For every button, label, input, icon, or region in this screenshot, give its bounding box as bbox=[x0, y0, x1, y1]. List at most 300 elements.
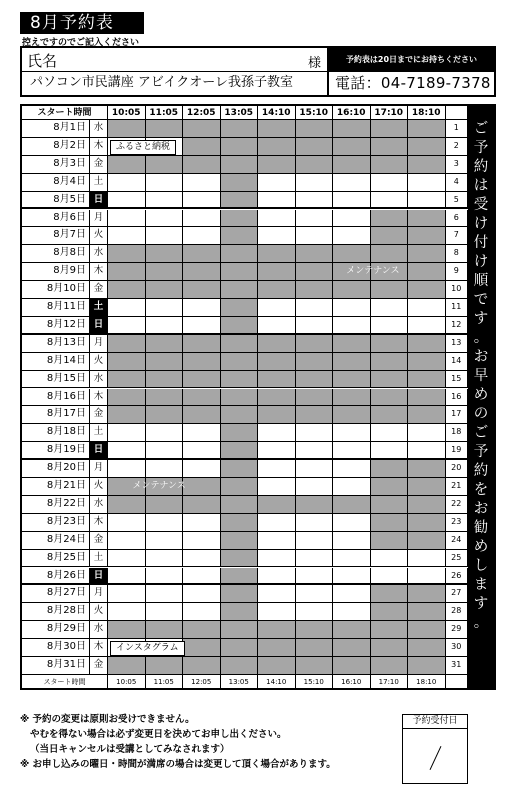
slot-unavailable bbox=[333, 245, 371, 263]
slot-unavailable bbox=[146, 281, 184, 299]
slot-available[interactable] bbox=[296, 514, 334, 532]
row-number: 16 bbox=[446, 389, 469, 407]
honorific: 様 bbox=[307, 56, 321, 71]
time-footer: 10:05 bbox=[108, 675, 146, 690]
slot-unavailable bbox=[221, 263, 259, 281]
slot-available[interactable] bbox=[258, 514, 296, 532]
slot-available[interactable] bbox=[408, 442, 446, 460]
time-footer: 17:10 bbox=[371, 675, 409, 690]
slot-available[interactable] bbox=[146, 317, 184, 335]
slot-available[interactable] bbox=[258, 424, 296, 442]
slot-available[interactable] bbox=[333, 442, 371, 460]
slot-unavailable bbox=[221, 227, 259, 245]
slot-unavailable bbox=[221, 335, 259, 353]
received-date-slash bbox=[430, 746, 442, 770]
slot-available[interactable] bbox=[371, 442, 409, 460]
slot-available[interactable] bbox=[258, 299, 296, 317]
slot-unavailable bbox=[221, 585, 259, 603]
slot-unavailable bbox=[221, 353, 259, 371]
slot-available[interactable] bbox=[108, 603, 146, 621]
weekday-cell: 土 bbox=[90, 424, 108, 442]
slot-unavailable bbox=[146, 245, 184, 263]
slot-available[interactable] bbox=[183, 442, 221, 460]
date-cell: 8月14日 bbox=[22, 353, 90, 371]
slot-available[interactable] bbox=[408, 550, 446, 568]
slot-unavailable bbox=[371, 496, 409, 514]
slot-unavailable bbox=[371, 514, 409, 532]
date-cell: 8月28日 bbox=[22, 603, 90, 621]
slot-available[interactable] bbox=[108, 227, 146, 245]
slot-unavailable bbox=[183, 639, 221, 657]
slot-available[interactable] bbox=[146, 299, 184, 317]
weekday-cell: 金 bbox=[90, 406, 108, 424]
date-cell: 8月24日 bbox=[22, 532, 90, 550]
slot-available[interactable] bbox=[296, 478, 334, 496]
school-name: パソコン市民講座 アビイクオーレ我孫子教室 bbox=[22, 72, 329, 95]
slot-available[interactable] bbox=[333, 585, 371, 603]
slot-available[interactable] bbox=[258, 585, 296, 603]
weekday-cell: 水 bbox=[90, 120, 108, 138]
slot-unavailable bbox=[146, 120, 184, 138]
row-number: 31 bbox=[446, 657, 469, 675]
row-number: 22 bbox=[446, 496, 469, 514]
date-cell: 8月22日 bbox=[22, 496, 90, 514]
slot-available[interactable] bbox=[333, 532, 371, 550]
slot-unavailable bbox=[408, 138, 446, 156]
note-line-1: ※ 予約の変更は原則お受けできません。 bbox=[20, 714, 195, 725]
slot-available[interactable] bbox=[183, 192, 221, 210]
start-time-header: スタート時間 bbox=[22, 106, 108, 120]
slot-unavailable bbox=[296, 621, 334, 639]
name-row bbox=[22, 48, 494, 72]
slot-available[interactable] bbox=[408, 568, 446, 586]
slot-unavailable bbox=[296, 371, 334, 389]
header-box bbox=[20, 46, 496, 97]
name-label: 氏名 bbox=[27, 52, 58, 70]
time-header: 16:10 bbox=[333, 106, 371, 120]
slot-available[interactable] bbox=[296, 299, 334, 317]
slot-unavailable bbox=[296, 138, 334, 156]
weekday-cell: 火 bbox=[90, 353, 108, 371]
slot-unavailable bbox=[221, 120, 259, 138]
side-banner-text: ご 予 約 は 受 け 付 け 順 で す 。 お 早 め の ご 予 約 を お 勧 め し ま す 。 bbox=[473, 121, 489, 631]
date-cell: 8月8日 bbox=[22, 245, 90, 263]
slot-unavailable bbox=[221, 371, 259, 389]
row-number: 4 bbox=[446, 174, 469, 192]
date-cell: 8月27日 bbox=[22, 585, 90, 603]
note-line-2: やむを得ない場合は必ず変更日を決めてお申し出ください。 bbox=[30, 729, 287, 740]
slot-available[interactable] bbox=[296, 460, 334, 478]
slot-available[interactable] bbox=[333, 568, 371, 586]
date-cell: 8月29日 bbox=[22, 621, 90, 639]
row-number: 9 bbox=[446, 263, 469, 281]
row-number: 6 bbox=[446, 210, 469, 228]
slot-unavailable bbox=[371, 389, 409, 407]
slot-available[interactable] bbox=[371, 174, 409, 192]
slot-unavailable bbox=[371, 371, 409, 389]
date-cell: 8月31日 bbox=[22, 657, 90, 675]
slot-available[interactable] bbox=[146, 210, 184, 228]
slot-unavailable bbox=[408, 120, 446, 138]
weekday-cell: 金 bbox=[90, 532, 108, 550]
slot-available[interactable] bbox=[296, 192, 334, 210]
weekday-cell: 水 bbox=[90, 621, 108, 639]
deadline-notice: 予約表は20日までにお持ちください bbox=[329, 48, 494, 71]
slot-available[interactable] bbox=[296, 532, 334, 550]
slot-unavailable bbox=[221, 460, 259, 478]
date-cell: 8月25日 bbox=[22, 550, 90, 568]
time-header: 17:10 bbox=[371, 106, 409, 120]
slot-available[interactable] bbox=[408, 424, 446, 442]
date-cell: 8月7日 bbox=[22, 227, 90, 245]
slot-available[interactable] bbox=[408, 174, 446, 192]
slot-unavailable bbox=[258, 281, 296, 299]
slot-unavailable bbox=[408, 514, 446, 532]
slot-unavailable bbox=[258, 639, 296, 657]
slot-available[interactable] bbox=[146, 424, 184, 442]
slot-available[interactable] bbox=[333, 424, 371, 442]
slot-available[interactable] bbox=[296, 317, 334, 335]
slot-unavailable bbox=[108, 353, 146, 371]
slot-available[interactable] bbox=[108, 192, 146, 210]
slot-unavailable bbox=[371, 585, 409, 603]
slot-available[interactable] bbox=[146, 585, 184, 603]
slot-unavailable bbox=[108, 245, 146, 263]
slot-unavailable bbox=[108, 281, 146, 299]
slot-unavailable bbox=[371, 156, 409, 174]
date-cell: 8月21日 bbox=[22, 478, 90, 496]
slot-available[interactable] bbox=[108, 210, 146, 228]
slot-available[interactable] bbox=[296, 550, 334, 568]
name-field[interactable] bbox=[22, 48, 329, 71]
slot-unavailable bbox=[408, 478, 446, 496]
slot-unavailable bbox=[408, 353, 446, 371]
slot-available[interactable] bbox=[371, 568, 409, 586]
slot-available[interactable] bbox=[296, 227, 334, 245]
slot-unavailable bbox=[183, 353, 221, 371]
date-cell: 8月3日 bbox=[22, 156, 90, 174]
weekday-cell: 土 bbox=[90, 299, 108, 317]
slot-available[interactable] bbox=[371, 192, 409, 210]
weekday-cell: 日 bbox=[90, 192, 108, 210]
slot-unavailable bbox=[333, 353, 371, 371]
slot-unavailable bbox=[371, 335, 409, 353]
slot-available[interactable] bbox=[258, 532, 296, 550]
slot-unavailable bbox=[221, 299, 259, 317]
slot-unavailable bbox=[333, 389, 371, 407]
slot-available[interactable] bbox=[258, 550, 296, 568]
slot-available[interactable] bbox=[258, 192, 296, 210]
slot-available[interactable] bbox=[146, 550, 184, 568]
slot-available[interactable] bbox=[333, 210, 371, 228]
weekday-cell: 月 bbox=[90, 335, 108, 353]
slot-unavailable bbox=[333, 281, 371, 299]
slot-unavailable bbox=[333, 639, 371, 657]
received-date-box[interactable] bbox=[402, 714, 468, 784]
slot-unavailable bbox=[258, 120, 296, 138]
row-number: 26 bbox=[446, 568, 469, 586]
slot-available[interactable] bbox=[258, 442, 296, 460]
weekday-cell: 金 bbox=[90, 281, 108, 299]
slot-available[interactable] bbox=[258, 174, 296, 192]
slot-unavailable bbox=[333, 621, 371, 639]
time-header: 10:05 bbox=[108, 106, 146, 120]
slot-unavailable bbox=[146, 657, 184, 675]
time-footer: 12:05 bbox=[183, 675, 221, 690]
slot-unavailable bbox=[108, 156, 146, 174]
slot-unavailable bbox=[221, 514, 259, 532]
note-line-3: （当日キャンセルは受講としてみなされます） bbox=[30, 744, 230, 755]
time-header: 14:10 bbox=[258, 106, 296, 120]
slot-unavailable bbox=[258, 496, 296, 514]
slot-available[interactable] bbox=[146, 442, 184, 460]
slot-unavailable bbox=[296, 335, 334, 353]
slot-unavailable bbox=[183, 496, 221, 514]
slot-unavailable bbox=[408, 371, 446, 389]
slot-available[interactable] bbox=[258, 478, 296, 496]
slot-unavailable bbox=[108, 263, 146, 281]
slot-available[interactable] bbox=[183, 210, 221, 228]
slot-unavailable bbox=[371, 227, 409, 245]
slot-unavailable bbox=[296, 406, 334, 424]
row-number: 25 bbox=[446, 550, 469, 568]
slot-available[interactable] bbox=[371, 550, 409, 568]
date-cell: 8月18日 bbox=[22, 424, 90, 442]
weekday-cell: 日 bbox=[90, 568, 108, 586]
slot-unavailable bbox=[408, 156, 446, 174]
date-cell: 8月20日 bbox=[22, 460, 90, 478]
time-header: 18:10 bbox=[408, 106, 446, 120]
date-cell: 8月30日 bbox=[22, 639, 90, 657]
slot-available[interactable] bbox=[258, 210, 296, 228]
slot-available[interactable] bbox=[183, 424, 221, 442]
weekday-cell: 木 bbox=[90, 514, 108, 532]
slot-available[interactable] bbox=[108, 550, 146, 568]
row-number: 20 bbox=[446, 460, 469, 478]
slot-unavailable bbox=[108, 371, 146, 389]
row-number: 3 bbox=[446, 156, 469, 174]
row-number: 21 bbox=[446, 478, 469, 496]
slot-available[interactable] bbox=[408, 317, 446, 335]
date-cell: 8月13日 bbox=[22, 335, 90, 353]
slot-available[interactable] bbox=[108, 317, 146, 335]
time-header: 11:05 bbox=[146, 106, 184, 120]
slot-available[interactable] bbox=[108, 460, 146, 478]
slot-unavailable bbox=[371, 245, 409, 263]
slot-available[interactable] bbox=[146, 603, 184, 621]
slot-available[interactable] bbox=[333, 478, 371, 496]
slot-unavailable bbox=[371, 657, 409, 675]
slot-available[interactable] bbox=[333, 550, 371, 568]
slot-unavailable bbox=[183, 138, 221, 156]
slot-available[interactable] bbox=[183, 532, 221, 550]
slot-unavailable bbox=[371, 639, 409, 657]
slot-unavailable bbox=[183, 120, 221, 138]
slot-available[interactable] bbox=[146, 460, 184, 478]
slot-available[interactable] bbox=[183, 299, 221, 317]
slot-unavailable bbox=[221, 496, 259, 514]
slot-available[interactable] bbox=[333, 227, 371, 245]
slot-unavailable bbox=[221, 245, 259, 263]
slot-available[interactable] bbox=[108, 299, 146, 317]
slot-unavailable bbox=[408, 657, 446, 675]
row-number: 27 bbox=[446, 585, 469, 603]
slot-unavailable bbox=[146, 156, 184, 174]
slot-available[interactable] bbox=[371, 424, 409, 442]
slot-unavailable bbox=[408, 621, 446, 639]
time-footer: 11:05 bbox=[146, 675, 184, 690]
time-footer: 16:10 bbox=[333, 675, 371, 690]
slot-available[interactable] bbox=[108, 568, 146, 586]
slot-unavailable bbox=[221, 568, 259, 586]
slot-unavailable bbox=[183, 281, 221, 299]
slot-unavailable bbox=[258, 371, 296, 389]
slot-available[interactable] bbox=[108, 442, 146, 460]
slot-unavailable bbox=[108, 657, 146, 675]
slot-available[interactable] bbox=[258, 317, 296, 335]
row-number: 14 bbox=[446, 353, 469, 371]
slot-unavailable bbox=[258, 621, 296, 639]
slot-unavailable bbox=[371, 460, 409, 478]
slot-available[interactable] bbox=[371, 299, 409, 317]
slot-unavailable bbox=[221, 317, 259, 335]
row-number: 15 bbox=[446, 371, 469, 389]
slot-unavailable bbox=[221, 138, 259, 156]
slot-unavailable bbox=[333, 335, 371, 353]
weekday-cell: 木 bbox=[90, 263, 108, 281]
row-number: 7 bbox=[446, 227, 469, 245]
slot-unavailable bbox=[221, 389, 259, 407]
slot-unavailable bbox=[221, 478, 259, 496]
slot-unavailable bbox=[221, 210, 259, 228]
row-number: 5 bbox=[446, 192, 469, 210]
slot-available[interactable] bbox=[296, 210, 334, 228]
slot-available[interactable] bbox=[333, 192, 371, 210]
slot-available[interactable] bbox=[183, 317, 221, 335]
time-header: 12:05 bbox=[183, 106, 221, 120]
slot-available[interactable] bbox=[146, 174, 184, 192]
slot-available[interactable] bbox=[296, 424, 334, 442]
slot-available[interactable] bbox=[258, 603, 296, 621]
weekday-cell: 月 bbox=[90, 460, 108, 478]
row-number: 13 bbox=[446, 335, 469, 353]
slot-available[interactable] bbox=[333, 174, 371, 192]
slot-unavailable bbox=[146, 263, 184, 281]
slot-available[interactable] bbox=[333, 299, 371, 317]
schedule-table bbox=[20, 104, 496, 690]
time-footer: 15:10 bbox=[296, 675, 334, 690]
slot-available[interactable] bbox=[183, 227, 221, 245]
slot-available[interactable] bbox=[408, 299, 446, 317]
slot-available[interactable] bbox=[183, 585, 221, 603]
slot-available[interactable] bbox=[258, 227, 296, 245]
row-number: 10 bbox=[446, 281, 469, 299]
slot-available[interactable] bbox=[371, 317, 409, 335]
slot-available[interactable] bbox=[183, 603, 221, 621]
slot-unavailable bbox=[258, 245, 296, 263]
slot-unavailable bbox=[371, 281, 409, 299]
slot-available[interactable] bbox=[108, 174, 146, 192]
slot-available[interactable] bbox=[333, 603, 371, 621]
slot-available[interactable] bbox=[183, 568, 221, 586]
date-cell: 8月15日 bbox=[22, 371, 90, 389]
weekday-cell: 水 bbox=[90, 371, 108, 389]
slot-available[interactable] bbox=[296, 585, 334, 603]
page-title: 8月予約表 bbox=[20, 12, 144, 34]
weekday-cell: 木 bbox=[90, 138, 108, 156]
notes bbox=[20, 712, 336, 772]
weekday-cell: 土 bbox=[90, 550, 108, 568]
date-cell: 8月17日 bbox=[22, 406, 90, 424]
maintenance-label: メンテナンス bbox=[346, 266, 400, 277]
slot-available[interactable] bbox=[258, 568, 296, 586]
slot-available[interactable] bbox=[146, 532, 184, 550]
slot-available[interactable] bbox=[333, 460, 371, 478]
weekday-cell: 木 bbox=[90, 639, 108, 657]
slot-available[interactable] bbox=[183, 550, 221, 568]
slot-available[interactable] bbox=[108, 532, 146, 550]
slot-unavailable bbox=[221, 424, 259, 442]
slot-available[interactable] bbox=[146, 568, 184, 586]
slot-available[interactable] bbox=[408, 192, 446, 210]
slot-unavailable bbox=[258, 263, 296, 281]
slot-unavailable bbox=[221, 406, 259, 424]
slot-unavailable bbox=[146, 335, 184, 353]
slot-unavailable bbox=[221, 603, 259, 621]
date-cell: 8月1日 bbox=[22, 120, 90, 138]
slot-available[interactable] bbox=[183, 174, 221, 192]
slot-available[interactable] bbox=[108, 585, 146, 603]
slot-available[interactable] bbox=[108, 514, 146, 532]
slot-unavailable bbox=[258, 138, 296, 156]
date-cell: 8月10日 bbox=[22, 281, 90, 299]
slot-available[interactable] bbox=[333, 514, 371, 532]
row-number: 12 bbox=[446, 317, 469, 335]
slot-available[interactable] bbox=[296, 568, 334, 586]
slot-available[interactable] bbox=[146, 514, 184, 532]
maintenance-label: メンテナンス bbox=[132, 481, 186, 491]
date-cell: 8月6日 bbox=[22, 210, 90, 228]
slot-available[interactable] bbox=[146, 192, 184, 210]
row-number: 23 bbox=[446, 514, 469, 532]
slot-available[interactable] bbox=[333, 317, 371, 335]
weekday-cell: 火 bbox=[90, 227, 108, 245]
slot-available[interactable] bbox=[183, 460, 221, 478]
slot-available[interactable] bbox=[108, 424, 146, 442]
row-number: 19 bbox=[446, 442, 469, 460]
slot-unavailable bbox=[221, 550, 259, 568]
weekday-cell: 金 bbox=[90, 156, 108, 174]
slot-available[interactable] bbox=[296, 174, 334, 192]
slot-unavailable bbox=[296, 245, 334, 263]
school-row bbox=[22, 72, 494, 95]
date-cell: 8月9日 bbox=[22, 263, 90, 281]
date-cell: 8月5日 bbox=[22, 192, 90, 210]
slot-available[interactable] bbox=[183, 514, 221, 532]
num-header bbox=[446, 106, 469, 120]
slot-unavailable bbox=[108, 389, 146, 407]
slot-available[interactable] bbox=[146, 227, 184, 245]
slot-available[interactable] bbox=[258, 460, 296, 478]
slot-available[interactable] bbox=[296, 603, 334, 621]
slot-unavailable bbox=[183, 245, 221, 263]
slot-unavailable bbox=[108, 335, 146, 353]
slot-unavailable bbox=[296, 353, 334, 371]
slot-unavailable bbox=[146, 353, 184, 371]
slot-available[interactable] bbox=[296, 442, 334, 460]
slot-unavailable bbox=[221, 442, 259, 460]
start-time-footer: スタート時間 bbox=[22, 675, 108, 690]
